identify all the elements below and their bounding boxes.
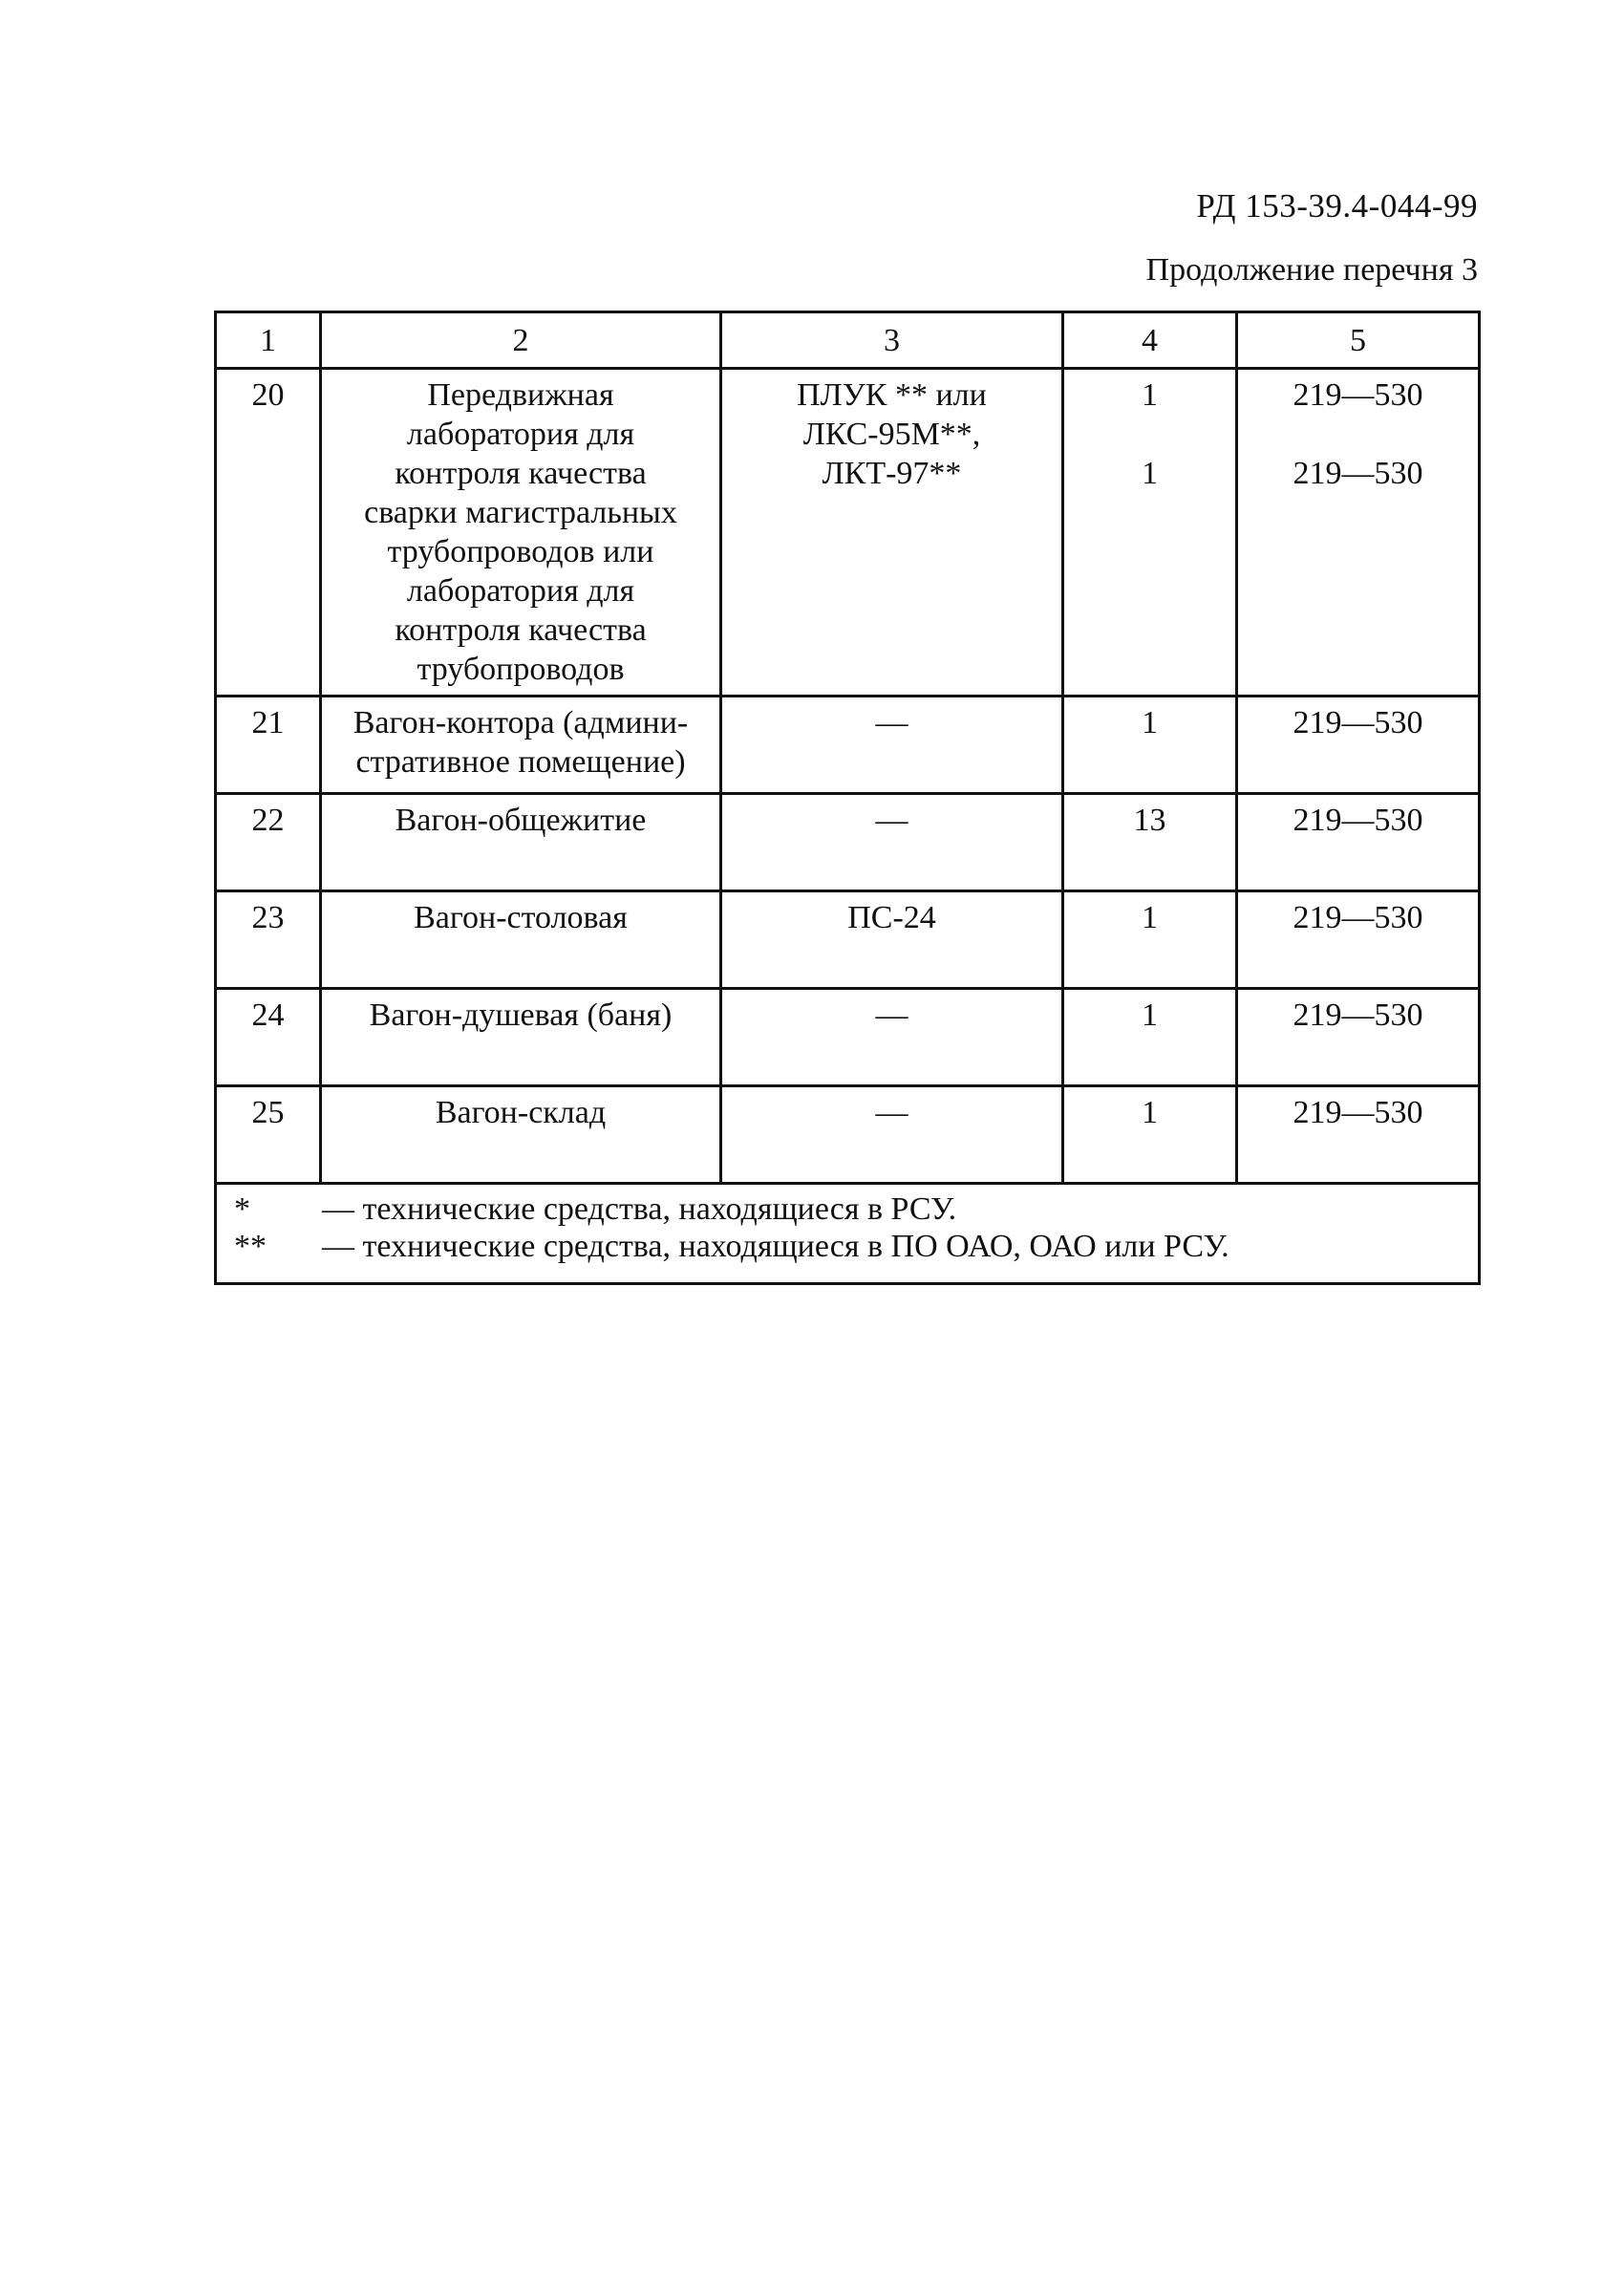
row-range: 219—530 bbox=[1237, 794, 1480, 891]
column-header: 2 bbox=[321, 312, 721, 369]
table-row bbox=[216, 369, 1480, 697]
quantity-value: 1 bbox=[1142, 456, 1158, 491]
name-line: Вагон-контора (админи- bbox=[353, 705, 689, 740]
row-number: 23 bbox=[216, 891, 321, 989]
column-header: 4 bbox=[1063, 312, 1237, 369]
table-row bbox=[216, 891, 1480, 989]
footnote-mark: ** bbox=[234, 1229, 267, 1264]
name-line: трубопроводов или bbox=[387, 534, 654, 569]
footnote-text: — технические средства, находящиеся в РСУ. bbox=[322, 1191, 957, 1227]
row-quantity: 1 bbox=[1063, 1086, 1237, 1184]
row-quantity: 1 bbox=[1063, 891, 1237, 989]
range-value: 219—530 bbox=[1293, 377, 1423, 413]
type-line: ЛКТ-97** bbox=[822, 456, 962, 491]
column-header: 1 bbox=[216, 312, 321, 369]
row-type: — bbox=[721, 989, 1063, 1086]
table-row bbox=[216, 794, 1480, 891]
footnote-mark: * bbox=[234, 1191, 250, 1227]
type-line: ЛКС-95М**, bbox=[802, 417, 981, 452]
name-line: лаборатория для bbox=[406, 417, 635, 452]
name-line: стративное помещение) bbox=[355, 744, 686, 780]
row-number: 20 bbox=[216, 369, 321, 697]
document-code: РД 153-39.4-044-99 bbox=[1196, 187, 1478, 225]
table-row bbox=[216, 1086, 1480, 1184]
row-name: Вагон-столовая bbox=[321, 891, 721, 989]
row-type bbox=[721, 369, 1063, 697]
name-line: сварки магистральных bbox=[364, 495, 677, 530]
row-type: — bbox=[721, 697, 1063, 794]
continuation-caption: Продолжение перечня 3 bbox=[1145, 252, 1478, 288]
name-line: контроля качества bbox=[395, 456, 647, 491]
footnote-text: — технические средства, находящиеся в ПО ОАО, ОАО или РСУ. bbox=[322, 1229, 1229, 1264]
footnote bbox=[234, 1190, 1461, 1228]
row-name: Вагон-душевая (баня) bbox=[321, 989, 721, 1086]
name-line: лаборатория для bbox=[406, 573, 635, 609]
row-type: — bbox=[721, 1086, 1063, 1184]
row-quantity: 13 bbox=[1063, 794, 1237, 891]
equipment-table bbox=[214, 311, 1481, 1285]
row-range: 219—530 bbox=[1237, 989, 1480, 1086]
column-header: 5 bbox=[1237, 312, 1480, 369]
table-notes-row bbox=[216, 1184, 1480, 1284]
row-number: 24 bbox=[216, 989, 321, 1086]
table-row bbox=[216, 989, 1480, 1086]
row-quantity: 1 bbox=[1063, 989, 1237, 1086]
table-header-row bbox=[216, 312, 1480, 369]
row-quantity bbox=[1063, 369, 1237, 697]
row-range: 219—530 bbox=[1237, 891, 1480, 989]
footnote bbox=[234, 1228, 1461, 1265]
row-number: 21 bbox=[216, 697, 321, 794]
name-line: Передвижная bbox=[427, 377, 614, 413]
row-name: Вагон-склад bbox=[321, 1086, 721, 1184]
column-header: 3 bbox=[721, 312, 1063, 369]
quantity-value: 1 bbox=[1142, 377, 1158, 413]
table-row bbox=[216, 697, 1480, 794]
row-name bbox=[321, 369, 721, 697]
name-line: контроля качества bbox=[395, 612, 647, 648]
type-line: ПЛУК ** или bbox=[797, 377, 987, 413]
row-type: — bbox=[721, 794, 1063, 891]
name-line: трубопроводов bbox=[417, 652, 625, 687]
row-range: 219—530 bbox=[1237, 697, 1480, 794]
row-range bbox=[1237, 369, 1480, 697]
row-number: 25 bbox=[216, 1086, 321, 1184]
range-value: 219—530 bbox=[1293, 456, 1423, 491]
row-quantity: 1 bbox=[1063, 697, 1237, 794]
row-name bbox=[321, 697, 721, 794]
row-name: Вагон-общежитие bbox=[321, 794, 721, 891]
row-range: 219—530 bbox=[1237, 1086, 1480, 1184]
row-type: ПС-24 bbox=[721, 891, 1063, 989]
row-number: 22 bbox=[216, 794, 321, 891]
table-notes bbox=[216, 1184, 1480, 1284]
